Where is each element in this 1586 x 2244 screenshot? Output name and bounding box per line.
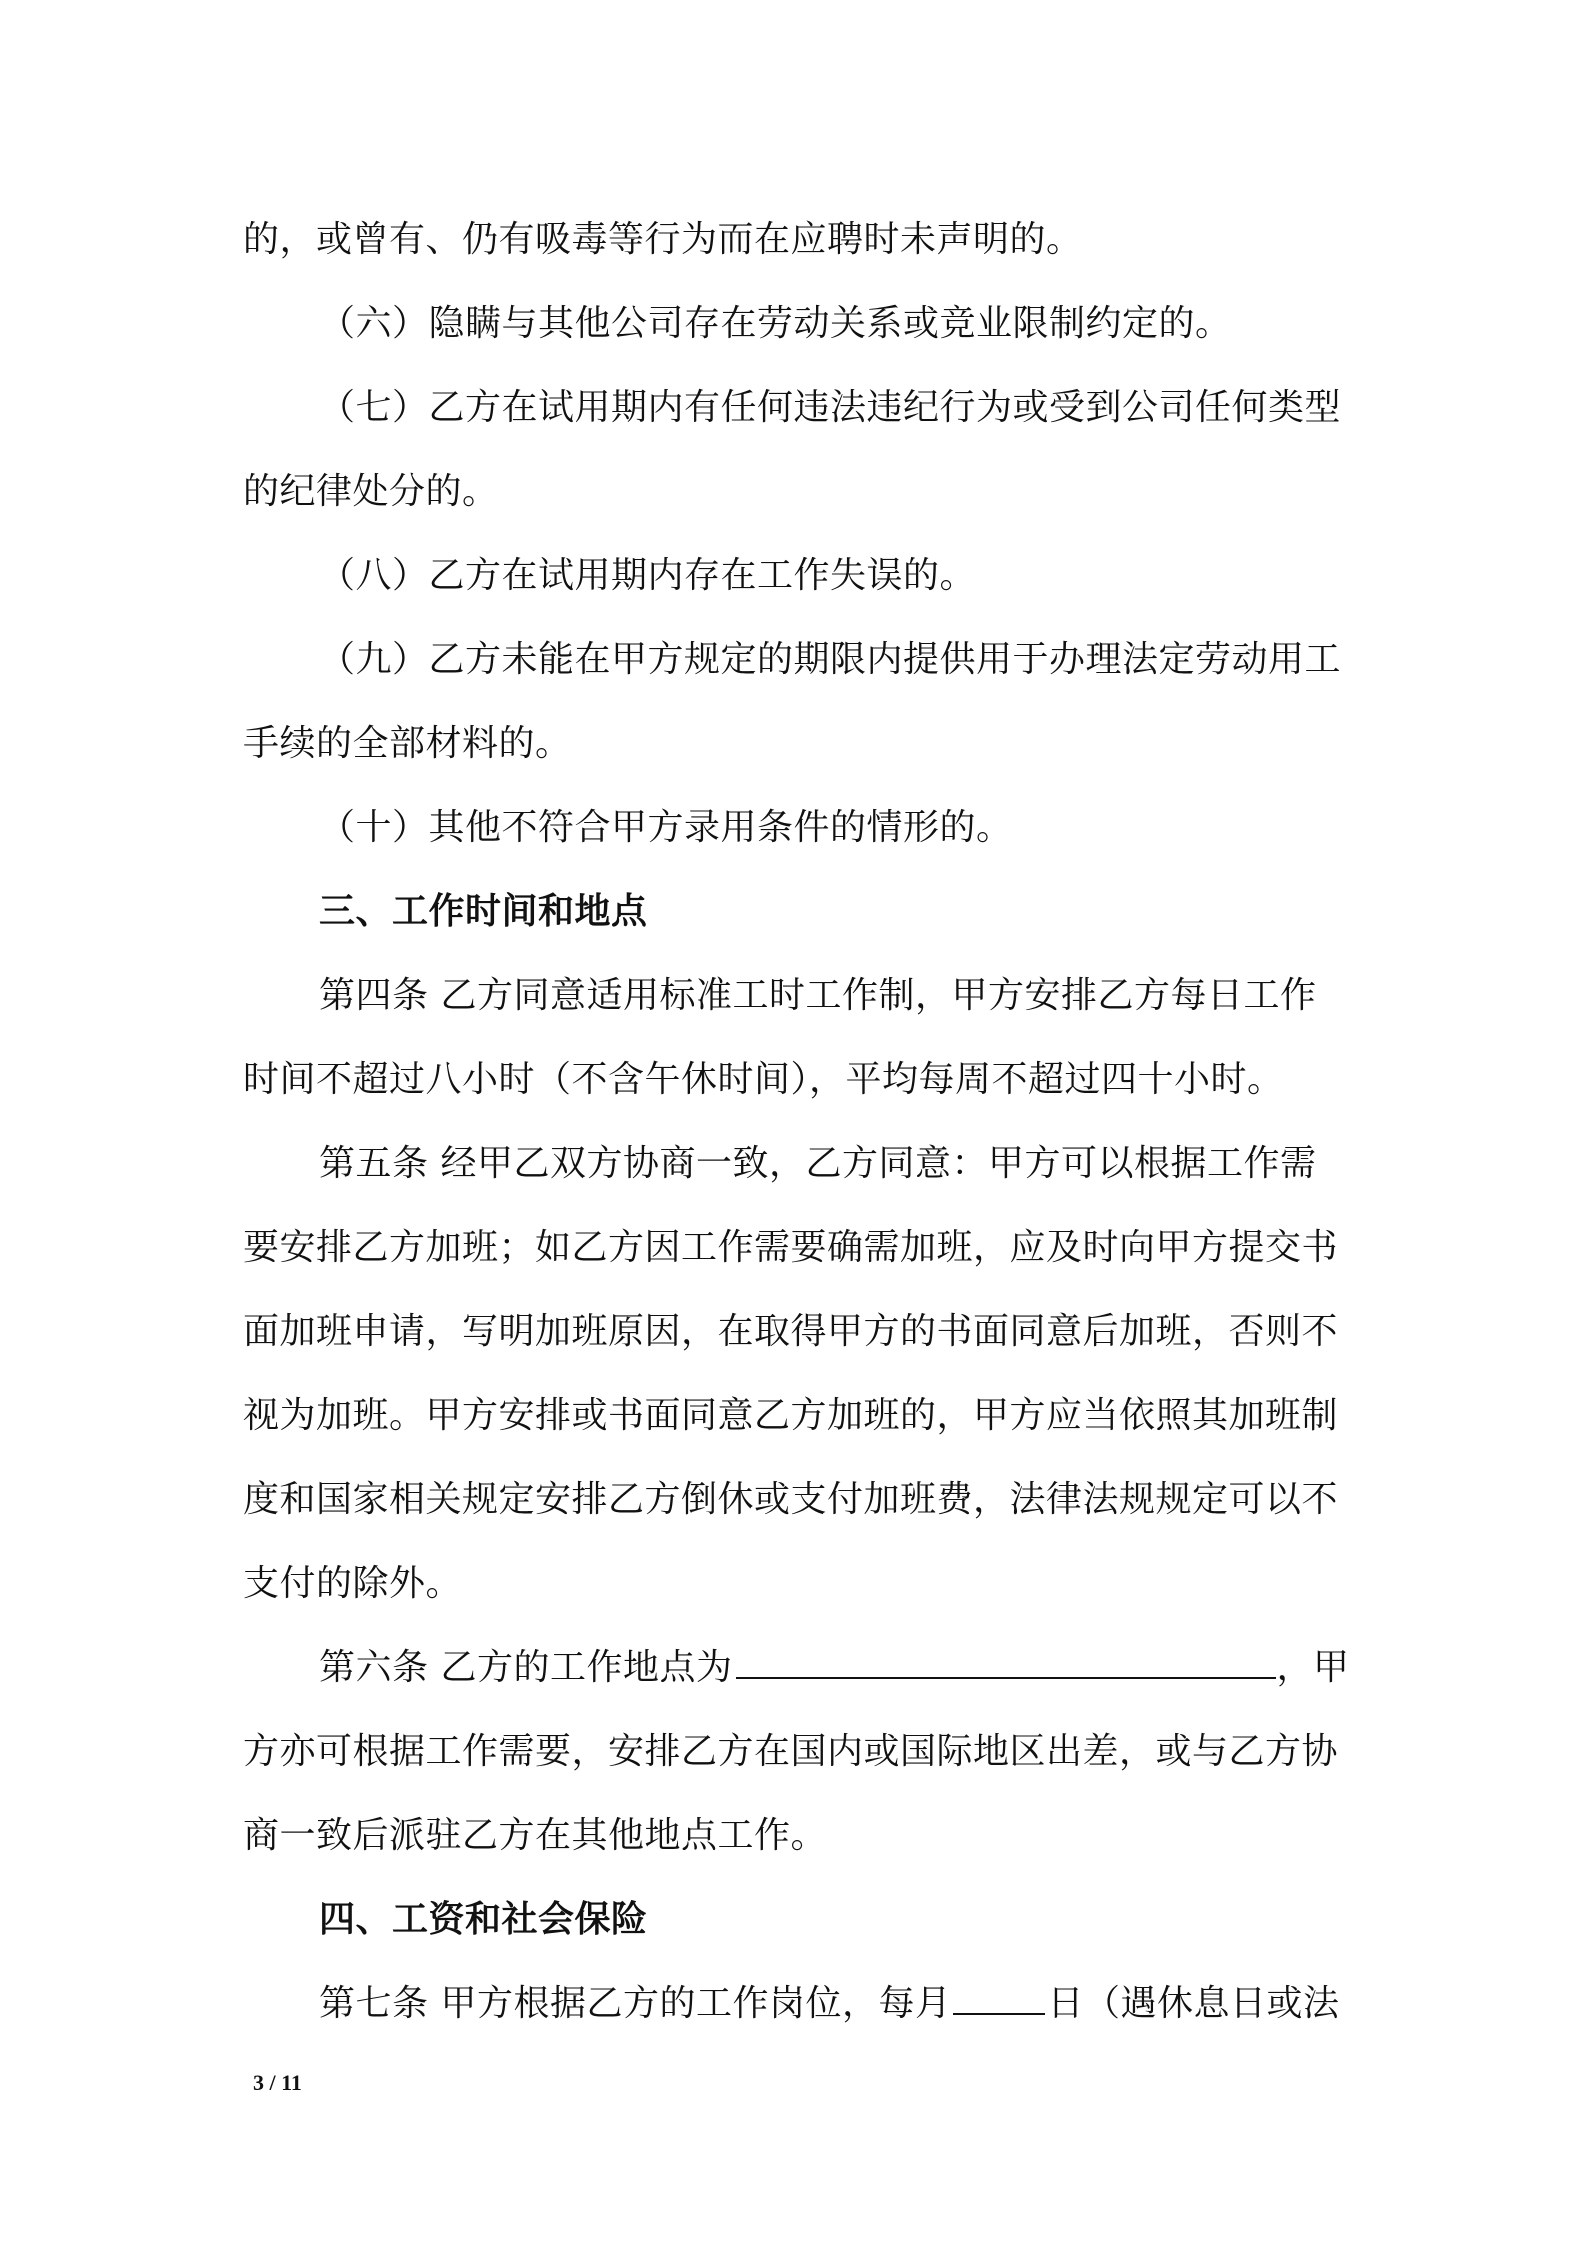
document-body (243, 198, 1353, 2046)
text-line: 视为加班。甲方安排或书面同意乙方加班的，甲方应当依照其加班制 (243, 1395, 1339, 1436)
pay-day-blank (953, 1983, 1045, 2015)
text-line: 度和国家相关规定安排乙方倒休或支付加班费，法律法规规定可以不 (243, 1479, 1339, 1520)
text-line: 手续的全部材料的。 (243, 723, 572, 764)
text-line: 第五条 经甲乙双方协商一致，乙方同意：甲方可以根据工作需 (319, 1143, 1317, 1184)
text-line: 要安排乙方加班；如乙方因工作需要确需加班，应及时向甲方提交书 (243, 1227, 1339, 1268)
text-line: 面加班申请，写明加班原因，在取得甲方的书面同意后加班，否则不 (243, 1311, 1339, 1352)
article-7-text: 第七条 甲方根据乙方的工作岗位，每月 (319, 1983, 952, 2024)
article-6-text-after: ，甲 (1276, 1647, 1350, 1688)
work-location-blank (736, 1647, 1276, 1679)
section-heading-work-time: 三、工作时间和地点 (319, 891, 648, 932)
article-7-text-after: 日（遇休息日或法 (1047, 1983, 1340, 2024)
text-line: （八）乙方在试用期内存在工作失误的。 (319, 555, 977, 596)
article-6-line (243, 1626, 1353, 1710)
text-line: （六）隐瞒与其他公司存在劳动关系或竞业限制约定的。 (319, 303, 1232, 344)
section-heading-salary: 四、工资和社会保险 (319, 1899, 648, 1940)
text-line: 支付的除外。 (243, 1563, 463, 1604)
text-line: 时间不超过八小时（不含午休时间），平均每周不超过四十小时。 (243, 1059, 1284, 1100)
text-line: 商一致后派驻乙方在其他地点工作。 (243, 1815, 828, 1856)
text-line: （七）乙方在试用期内有任何违法违纪行为或受到公司任何类型 (319, 387, 1342, 428)
text-line: 的纪律处分的。 (243, 471, 499, 512)
text-line: （十）其他不符合甲方录用条件的情形的。 (319, 807, 1013, 848)
text-line: （九）乙方未能在甲方规定的期限内提供用于办理法定劳动用工 (319, 639, 1342, 680)
article-7-line (243, 1962, 1353, 2046)
text-line: 的，或曾有、仍有吸毒等行为而在应聘时未声明的。 (243, 219, 1083, 260)
article-6-text: 第六条 乙方的工作地点为 (319, 1647, 733, 1688)
text-line: 第四条 乙方同意适用标准工时工作制，甲方安排乙方每日工作 (319, 975, 1317, 1016)
text-line: 方亦可根据工作需要，安排乙方在国内或国际地区出差，或与乙方协 (243, 1731, 1339, 1772)
page-number: 3 / 11 (253, 2070, 302, 2095)
